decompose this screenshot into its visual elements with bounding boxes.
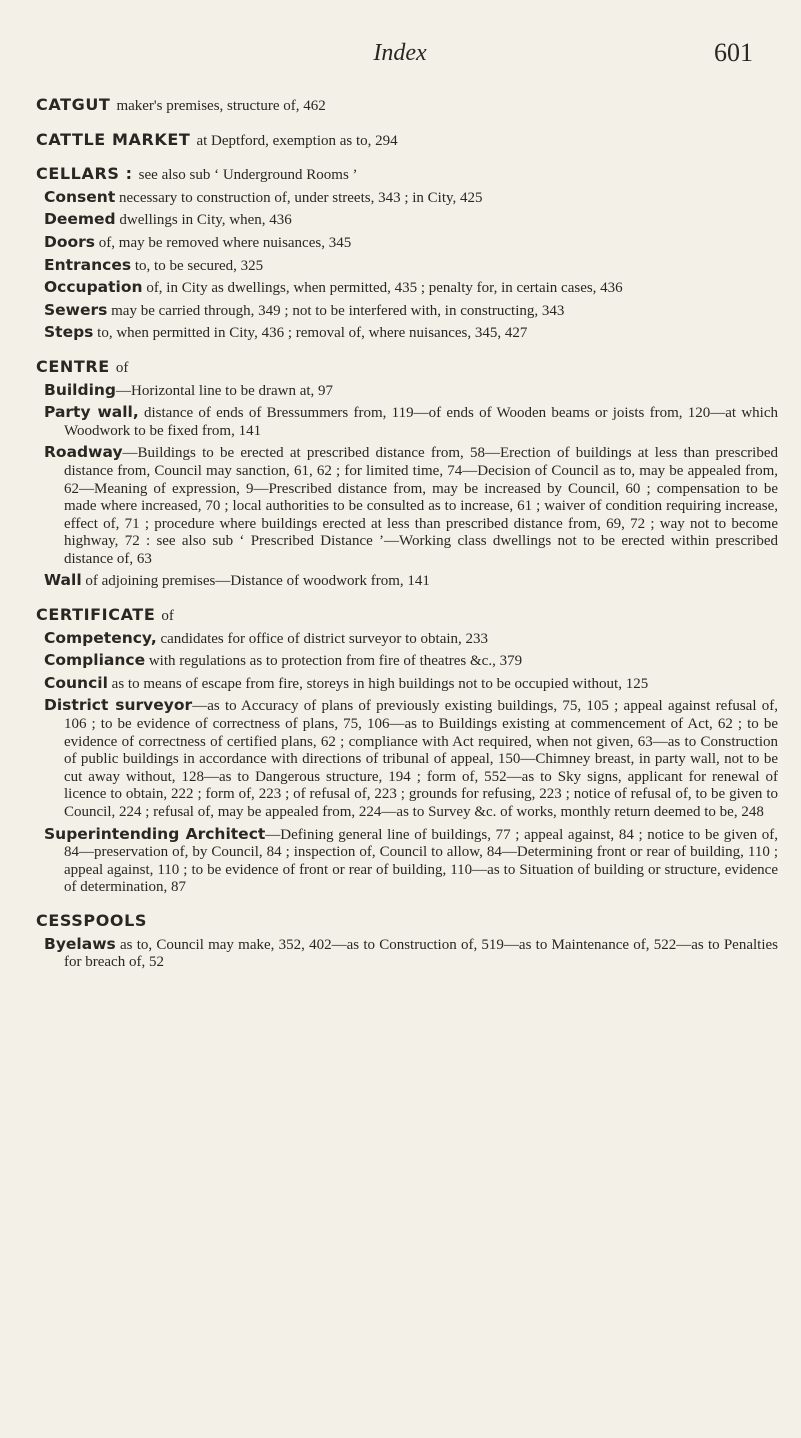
index-subentry: [36, 404, 778, 440]
running-title: Index: [373, 40, 427, 66]
heading-text: of: [115, 359, 129, 376]
heading-keyword: CENTRE: [36, 356, 110, 376]
index-subentry: [36, 257, 778, 276]
subentry-text: dwellings in City, when, 436: [119, 212, 292, 229]
subentry-text: to, when permitted in City, 436 ; removal of, where nuisances, 345, 427: [97, 325, 528, 342]
subentry-keyword: Byelaws: [44, 934, 116, 953]
heading-text: see also sub ‘ Underground Rooms ’: [138, 167, 358, 184]
subentry-keyword: Compliance: [44, 651, 146, 670]
index-subentry: [36, 234, 778, 253]
index-subentry: [36, 936, 778, 972]
index-heading: [36, 165, 778, 185]
subentry-text: distance of ends of Bressummers from, 119—of ends of Wooden beams or joists from, 120—at which Woodwork to be fixed from, 141: [64, 405, 779, 439]
subentry-text: necessary to construction of, under streets, 343 ; in City, 425: [119, 189, 483, 206]
heading-keyword: CELLARS :: [36, 164, 133, 184]
subentry-text: with regulations as to protection from fire of theatres &c., 379: [148, 653, 523, 670]
index-heading: [36, 131, 778, 151]
subentry-keyword: Occupation: [44, 278, 143, 297]
subentry-keyword: Roadway: [44, 443, 123, 462]
subentry-keyword: Council: [44, 673, 108, 692]
index-subentry: [36, 211, 778, 230]
index-subentry: [36, 279, 778, 298]
subentry-text: of adjoining premises—Distance of woodwork from, 141: [85, 573, 430, 590]
subentry-text: —as to Accuracy of plans of previously existing buildings, 75, 105 ; appeal against refusal of, 106 ; to be evidence of correctness of plans, 75, 106—as to Buildings existing at commencement of Act, 62 ; to be evidence of correctness of certified plans, 62 ; compliance with Act required, when not given, 63—as to Construction of public buildings in accordance with directions of tribunal of appeal, 150—Chimney breast, in party wall, not to be cut away without, 128—as to Dangerous structure, 194 ; form of, 552—as to Sky signs, applicant for renewal of licence to obtain, 222 ; form of, 223 ; of refusal of, 223 ; grounds for refusing, 223 ; notice of refusal of, to be given to Council, 224 ; refusal of, may be appealed from, 224—as to Survey &c. of works, monthly return deemed to be, 248: [64, 698, 779, 820]
subentry-text: —Horizontal line to be drawn at, 97: [116, 382, 334, 399]
index-content: [36, 96, 778, 972]
subentry-text: —Defining general line of buildings, 77 ; appeal against, 84 ; notice to be given of, 84—preservation of, by Council, 84 ; inspection of, Council to allow, 84—Determining front or rear of building, 110 ; appeal against, 110 ; to be evidence of front or rear of building, 110—as to Situation of building or structure, evidence of determination, 87: [64, 826, 778, 896]
index-subentry: [36, 302, 778, 321]
index-subentry: [36, 652, 778, 671]
index-subentry: [36, 697, 778, 821]
subentry-keyword: Superintending Architect: [44, 824, 266, 843]
heading-text: of: [161, 608, 174, 625]
subentry-text: of, may be removed where nuisances, 345: [98, 234, 352, 251]
heading-keyword: CATTLE MARKET: [36, 129, 191, 149]
index-subentry: [36, 826, 778, 897]
subentry-text: candidates for office of district surveyor to obtain, 233: [160, 630, 489, 647]
index-subentry: [36, 189, 778, 208]
index-subentry: [36, 444, 778, 568]
index-subentry: [36, 324, 778, 343]
subentry-text: may be carried through, 349 ; not to be interfered with, in constructing, 343: [111, 302, 565, 319]
heading-text: maker's premises, structure of, 462: [116, 98, 326, 114]
heading-text: at Deptford, exemption as to, 294: [196, 132, 398, 149]
subentry-keyword: Doors: [44, 232, 96, 251]
page-number: 601: [714, 38, 753, 67]
index-heading: [36, 358, 778, 378]
subentry-keyword: Building: [44, 380, 117, 399]
heading-keyword: CATGUT: [36, 95, 111, 114]
index-subentry: [36, 630, 778, 649]
subentry-text: to, to be secured, 325: [134, 257, 264, 274]
subentry-keyword: Deemed: [44, 210, 116, 229]
heading-keyword: CESSPOOLS: [36, 910, 148, 930]
heading-keyword: CERTIFICATE: [36, 605, 156, 625]
subentry-keyword: Competency,: [44, 628, 157, 647]
index-heading: [36, 606, 778, 626]
index-subentry: [36, 382, 778, 401]
index-heading: [36, 96, 778, 116]
subentry-text: as to means of escape from fire, storeys in high buildings not to be occupied without, 125: [111, 675, 649, 692]
subentry-keyword: Consent: [44, 187, 116, 206]
subentry-keyword: Entrances: [44, 255, 132, 274]
subentry-keyword: Party wall,: [44, 403, 139, 422]
index-heading: [36, 912, 778, 932]
subentry-keyword: District surveyor: [44, 696, 193, 715]
subentry-text: —Buildings to be erected at prescribed distance from, 58—Erection of buildings at less than prescribed distance from, Council may sanction, 61, 62 ; for limited time, 74—Decision of Council as to, may be appealed from, 62—Meaning of expression, 9—Prescribed distance from, may be increased by Council, 60 ; compensation to be made where increased, 70 ; local authorities to be consulted as to increase, 61 ; waiver of condition requiring increase, effect of, 71 ; procedure where buildings erected at less than prescribed distance from, 69, 72 ; way not to become highway, 72 : see also sub ‘ Prescribed Distance ’—Working class dwellings not to be erected within prescribed distance of, 63: [64, 445, 778, 567]
index-subentry: [36, 572, 778, 591]
subentry-keyword: Sewers: [44, 300, 108, 319]
index-subentry: [36, 675, 778, 694]
subentry-text: as to, Council may make, 352, 402—as to Construction of, 519—as to Maintenance of, 522—as to Penalties for breach of, 52: [64, 936, 779, 971]
subentry-text: of, in City as dwellings, when permitted, 435 ; penalty for, in certain cases, 436: [146, 280, 623, 297]
subentry-keyword: Wall: [44, 571, 82, 590]
subentry-keyword: Steps: [44, 323, 94, 342]
